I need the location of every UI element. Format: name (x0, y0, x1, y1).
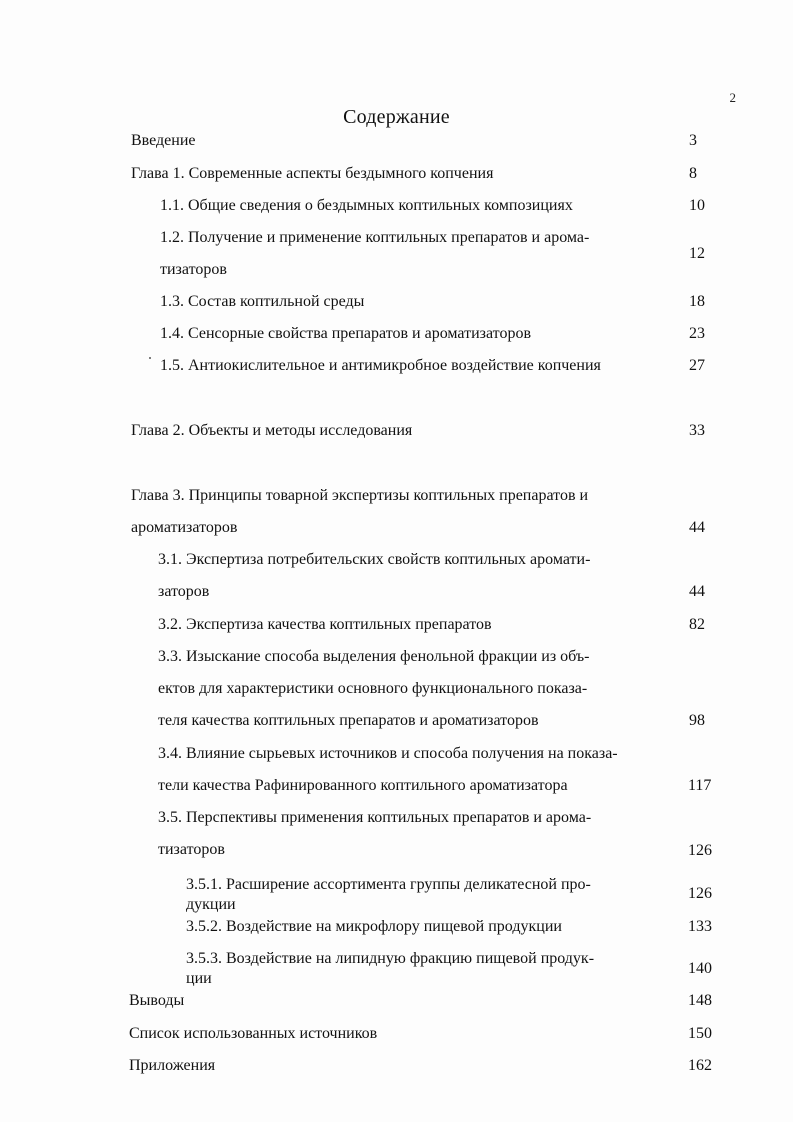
toc-page-number: 82 (689, 616, 705, 633)
toc-entry-text: 1.5. Антиокислительное и антимикробное воздействие копчения (160, 357, 601, 374)
toc-page-number: 3 (689, 132, 697, 149)
toc-entry-appendices[interactable] (129, 1050, 215, 1082)
toc-entry-section-3-3[interactable] (158, 641, 590, 737)
toc-page-number: 162 (688, 1057, 712, 1074)
toc-entry-section-3-1[interactable] (158, 544, 590, 608)
toc-entry-text: тизаторов (158, 841, 225, 858)
toc-entry-text: Выводы (129, 992, 185, 1009)
toc-entry-section-3-4[interactable] (158, 738, 618, 802)
toc-entry-text: ектов для характеристики основного функционального показа- (158, 680, 588, 697)
toc-entry-subsection-3-5-1[interactable] (186, 875, 591, 915)
toc-entry-text: тели качества Рафинированного коптильного ароматизатора (158, 777, 568, 794)
toc-page-number: 126 (688, 842, 712, 859)
toc-entry-section-1-3[interactable] (160, 286, 364, 318)
toc-page-number: 140 (688, 960, 712, 977)
toc-page-number: 133 (688, 918, 712, 935)
toc-entry-text: 3.1. Экспертиза потребительских свойств коптильных аромати- (158, 551, 591, 568)
toc-entry-section-1-4[interactable] (160, 318, 531, 350)
toc-entry-text: Приложения (129, 1057, 216, 1074)
toc-entry-subsection-3-5-2[interactable] (186, 911, 562, 943)
toc-entry-text: 3.2. Экспертиза качества коптильных препаратов (158, 616, 492, 633)
toc-page-number: 18 (689, 293, 705, 310)
toc-page-number: 150 (688, 1025, 712, 1042)
toc-entry-text: 1.2. Получение и применение коптильных препаратов и арома- (160, 229, 590, 246)
toc-entry-subsection-3-5-3[interactable] (186, 949, 594, 989)
toc-page-number: 44 (689, 583, 705, 600)
toc-entry-text: 1.3. Состав коптильной среды (160, 293, 365, 310)
toc-page-number: 148 (688, 992, 712, 1009)
toc-entry-text: Глава 3. Принципы товарной экспертизы коптильных препаратов и (131, 487, 589, 504)
toc-entry-chapter-3[interactable] (131, 480, 588, 544)
toc-entry-text: 3.4. Влияние сырьевых источников и способа получения на показа- (158, 745, 618, 762)
toc-entry-text: 1.4. Сенсорные свойства препаратов и ароматизаторов (160, 325, 532, 342)
page-title: Содержание (343, 106, 450, 128)
toc-entry-text: 1.1. Общие сведения о бездымных коптильных композициях (160, 197, 573, 214)
scan-speck (149, 357, 151, 359)
toc-entry-text: Список использованных источников (129, 1025, 378, 1042)
toc-entry-references[interactable] (129, 1018, 377, 1050)
toc-entry-text: Глава 2. Объекты и методы исследования (131, 422, 413, 439)
toc-page-number: 33 (689, 422, 705, 439)
toc-entry-section-1-2[interactable] (160, 222, 589, 286)
toc-entry-introduction[interactable] (131, 125, 196, 157)
toc-page-number: 126 (688, 885, 712, 902)
toc-entry-text: ции (186, 970, 212, 987)
toc-entry-text: Введение (131, 132, 196, 149)
toc-entry-text: тизаторов (160, 261, 227, 278)
toc-entry-text: дукции (186, 896, 236, 913)
toc-page-number: 12 (689, 245, 705, 262)
toc-entry-section-1-1[interactable] (160, 190, 573, 222)
toc-page-number: 117 (688, 777, 712, 794)
toc-entry-text: 3.5.1. Расширение ассортимента группы деликатесной про- (186, 876, 591, 893)
toc-entry-section-3-5[interactable] (158, 802, 591, 866)
toc-entry-text: Глава 1. Современные аспекты бездымного копчения (131, 165, 494, 182)
toc-page-number: 27 (689, 357, 705, 374)
toc-page-number: 8 (689, 165, 697, 182)
toc-entry-conclusions[interactable] (129, 985, 184, 1017)
toc-entry-text: ароматизаторов (131, 519, 238, 536)
toc-entry-text: 3.5.2. Воздействие на микрофлору пищевой продукции (186, 918, 562, 935)
toc-entry-text: 3.3. Изыскание способа выделения фенольной фракции из объ- (158, 648, 590, 665)
toc-entry-text: 3.5.3. Воздействие на липидную фракцию пищевой продук- (186, 950, 595, 967)
toc-page-number: 10 (689, 197, 705, 214)
toc-page-number: 98 (689, 712, 705, 729)
page-number: 2 (729, 90, 736, 105)
toc-entry-section-1-5[interactable] (160, 350, 601, 382)
toc-entry-text: 3.5. Перспективы применения коптильных препаратов и арома- (158, 809, 592, 826)
toc-page-number: 23 (689, 325, 705, 342)
toc-page-number: 44 (689, 519, 705, 536)
toc-entry-section-3-2[interactable] (158, 609, 492, 641)
toc-entry-chapter-2[interactable] (131, 415, 412, 447)
toc-entry-text: теля качества коптильных препаратов и ароматизаторов (158, 712, 539, 729)
toc-entry-text: заторов (158, 583, 210, 600)
toc-entry-chapter-1[interactable] (131, 158, 493, 190)
